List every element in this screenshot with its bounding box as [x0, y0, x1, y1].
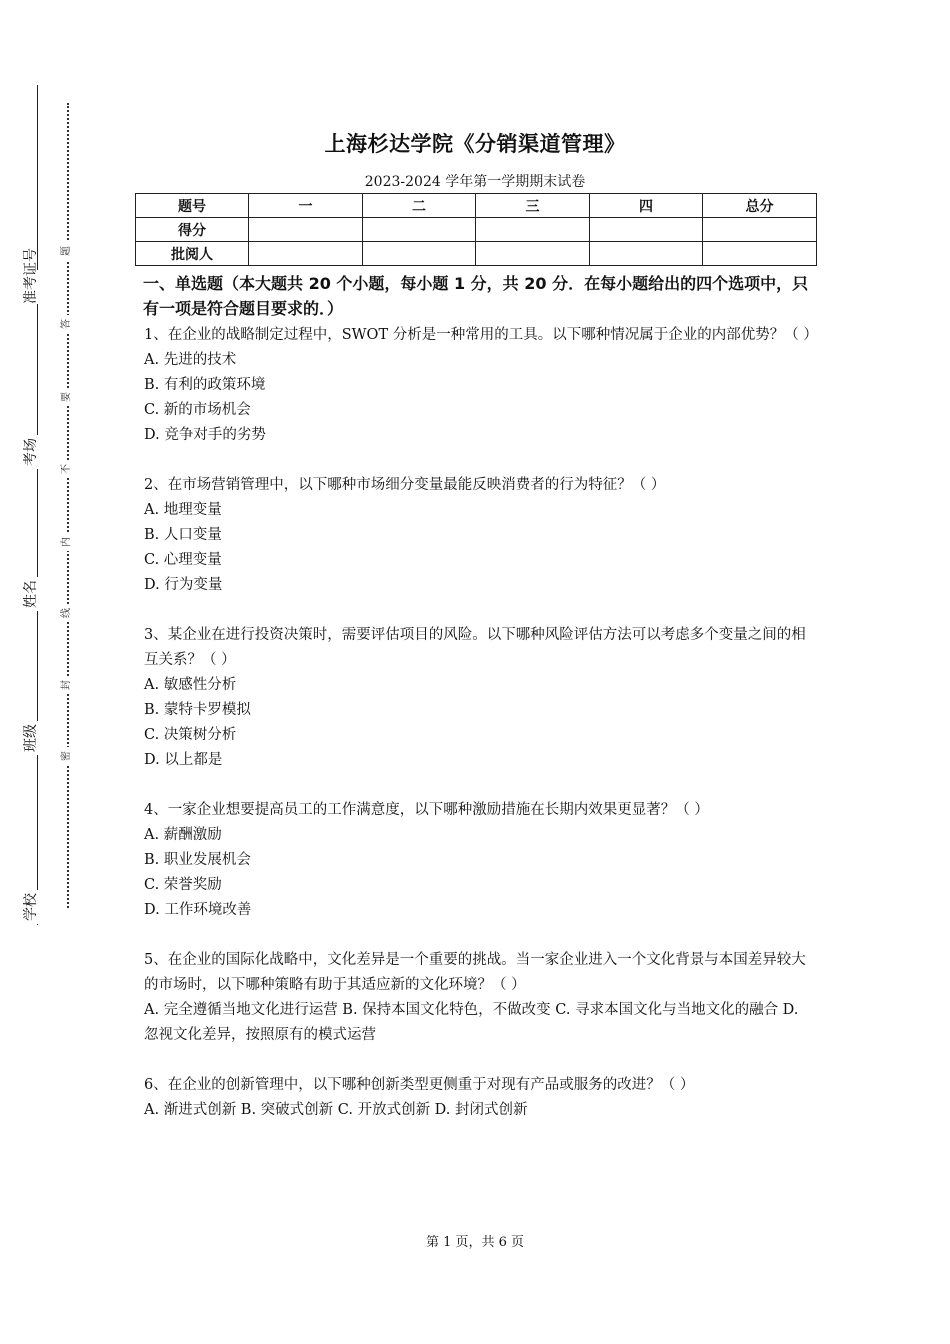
- question-6: [144, 1073, 816, 1123]
- grader-cell: [703, 242, 817, 266]
- grader-cell: [476, 242, 590, 266]
- page-footer: 第 1 页，共 6 页: [425, 1235, 525, 1250]
- option-b: B. 蒙特卡罗模拟: [144, 702, 251, 718]
- score-table-header-row: [136, 194, 817, 218]
- question-stem: 2、在市场营销管理中，以下哪种市场细分变量最能反映消费者的行为特征？（ ）: [144, 477, 666, 493]
- option-a: A. 敏感性分析: [144, 677, 237, 693]
- option-c: C. 荣誉奖励: [144, 877, 222, 893]
- col-header-question-number: 题号: [136, 194, 249, 218]
- score-table: [135, 193, 817, 266]
- option-c: C. 决策树分析: [144, 727, 237, 743]
- grader-row: [136, 242, 817, 266]
- seal-char: 不: [59, 460, 75, 478]
- option-d: D. 工作环境改善: [144, 902, 252, 918]
- option-a: A. 薪酬激励: [144, 827, 222, 843]
- section-title: 一、单选题（本大题共 20 个小题，每小题 1 分，共 20 分．在每小题给出的四个选项中，只有一项是符合题目要求的．）: [143, 274, 809, 318]
- score-cell: [703, 218, 817, 242]
- grader-cell: [249, 242, 363, 266]
- options-inline: A. 渐进式创新 B. 突破式创新 C. 开放式创新 D. 封闭式创新: [144, 1102, 528, 1118]
- row-header-score: 得分: [136, 218, 249, 242]
- col-header-part-3: 三: [476, 194, 590, 218]
- option-a: A. 先进的技术: [144, 352, 237, 368]
- exam-title: 上海杉达学院《分销渠道管理》: [324, 132, 626, 156]
- seal-char: 题: [59, 242, 75, 260]
- seal-char: 答: [59, 315, 75, 333]
- option-b: B. 有利的政策环境: [144, 377, 266, 393]
- col-header-total: 总分: [703, 194, 817, 218]
- option-a: A. 地理变量: [144, 502, 222, 518]
- exam-subtitle: 2023-2024 学年第一学期期末试卷: [364, 174, 586, 190]
- question-5: [144, 948, 816, 1048]
- school-label: 学校: [21, 890, 41, 924]
- class-label: 班级: [21, 721, 41, 755]
- name-label: 姓名: [21, 577, 41, 611]
- exam-number-label: 准考证号: [23, 248, 39, 304]
- option-b: B. 职业发展机会: [144, 852, 251, 868]
- option-c: C. 新的市场机会: [144, 402, 251, 418]
- question-2: [144, 473, 816, 598]
- question-3: [144, 623, 816, 773]
- score-cell: [363, 218, 476, 242]
- question-1: [144, 323, 816, 448]
- option-b: B. 人口变量: [144, 527, 222, 543]
- grader-cell: [590, 242, 703, 266]
- question-stem: 4、一家企业想要提高员工的工作满意度，以下哪种激励措施在长期内效果更显著？（ ）: [144, 802, 709, 818]
- col-header-part-2: 二: [363, 194, 476, 218]
- option-d: D. 以上都是: [144, 752, 223, 768]
- score-cell: [590, 218, 703, 242]
- question-section: [144, 271, 816, 1148]
- col-header-part-1: 一: [249, 194, 363, 218]
- seal-char: 要: [59, 388, 75, 406]
- question-4: [144, 798, 816, 923]
- score-row: [136, 218, 817, 242]
- option-d: D. 竞争对手的劣势: [144, 427, 266, 443]
- seal-char: 线: [59, 604, 75, 622]
- col-header-part-4: 四: [590, 194, 703, 218]
- grader-cell: [363, 242, 476, 266]
- seal-char: 内: [59, 533, 75, 551]
- binding-line-dotted: [67, 103, 69, 908]
- exam-room-label: 考场: [21, 435, 41, 469]
- row-header-grader: 批阅人: [136, 242, 249, 266]
- question-stem: 6、在企业的创新管理中，以下哪种创新类型更侧重于对现有产品或服务的改进？（ ）: [144, 1077, 695, 1093]
- question-stem: 1、在企业的战略制定过程中，SWOT 分析是一种常用的工具。以下哪种情况属于企业的内部优势？（ ）: [144, 327, 818, 343]
- binding-line-solid: [37, 85, 38, 925]
- seal-char: 封: [59, 676, 75, 694]
- option-c: C. 心理变量: [144, 552, 222, 568]
- question-stem: 3、某企业在进行投资决策时，需要评估项目的风险。以下哪种风险评估方法可以考虑多个变量之间的相互关系？（ ）: [144, 627, 806, 668]
- score-cell: [249, 218, 363, 242]
- options-inline: A. 完全遵循当地文化进行运营 B. 保持本国文化特色，不做改变 C. 寻求本国文化与当地文化的融合 D. 忽视文化差异，按照原有的模式运营: [144, 1002, 799, 1043]
- question-stem: 5、在企业的国际化战略中，文化差异是一个重要的挑战。当一家企业进入一个文化背景与本国差异较大的市场时，以下哪种策略有助于其适应新的文化环境？（ ）: [144, 952, 806, 993]
- score-cell: [476, 218, 590, 242]
- seal-char: 密: [59, 747, 75, 765]
- option-d: D. 行为变量: [144, 577, 223, 593]
